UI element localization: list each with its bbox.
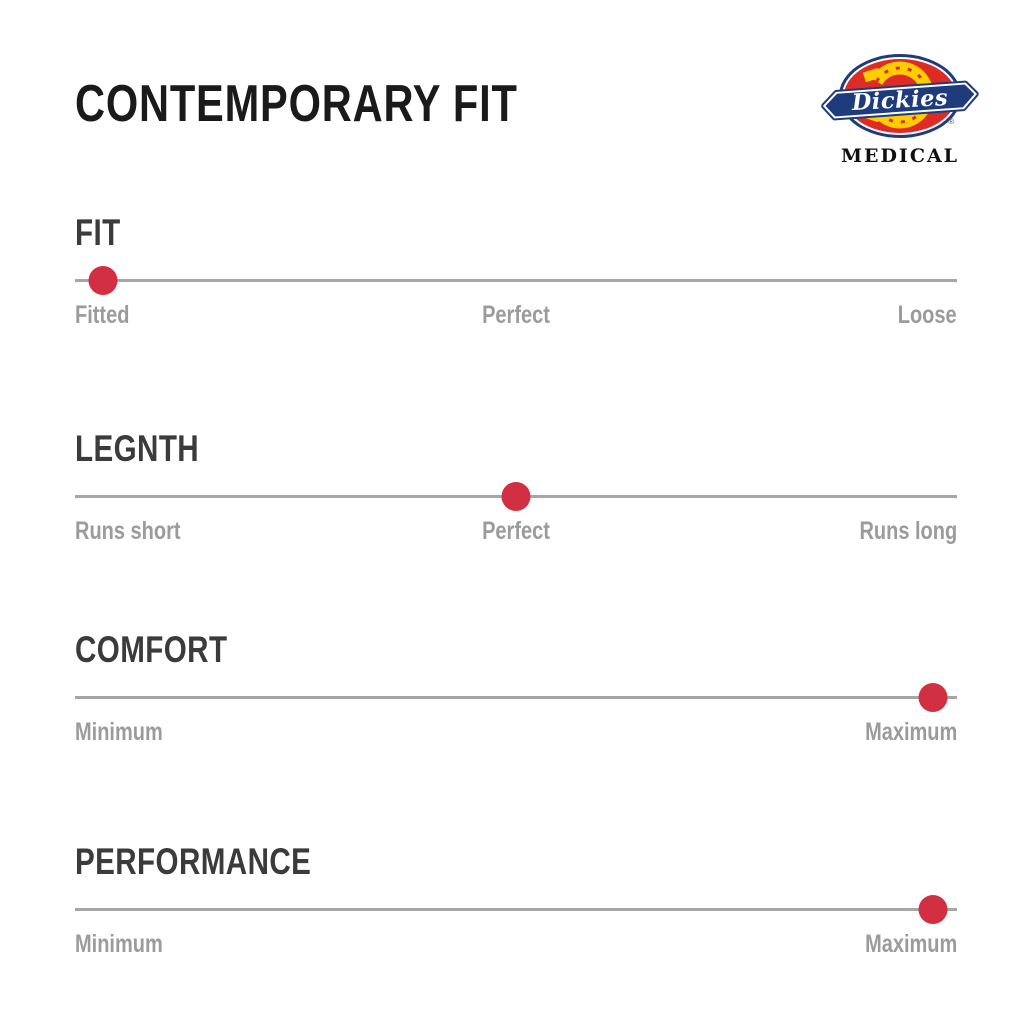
scale-track — [75, 482, 957, 512]
brand-block — [824, 52, 976, 167]
scale-section-performance — [75, 843, 957, 983]
scale-label-center: Perfect — [482, 301, 550, 329]
scale-label-left: Minimum — [75, 718, 163, 746]
scale-heading-text: FIT — [75, 212, 121, 253]
brand-name-text: Dickies — [851, 84, 949, 117]
scale-label-right: Maximum — [864, 930, 957, 958]
scale-heading — [75, 214, 957, 251]
registered-mark-icon: ® — [948, 116, 955, 126]
scale-label-right: Maximum — [864, 718, 957, 746]
scale-track-line — [75, 279, 957, 282]
dickies-logo-icon — [824, 52, 976, 144]
scale-labels — [75, 929, 957, 963]
scale-track — [75, 266, 957, 296]
scale-heading-text: PERFORMANCE — [75, 841, 312, 882]
scale-heading-text: LEGNTH — [75, 428, 200, 469]
scale-section-length — [75, 430, 957, 570]
scale-label-right: Runs long — [859, 517, 957, 545]
brand-division-label: MEDICAL — [840, 145, 960, 167]
scale-labels — [75, 300, 957, 334]
scale-section-fit — [75, 214, 957, 354]
scale-track-line — [75, 908, 957, 911]
scale-label-left: Minimum — [75, 930, 163, 958]
scale-track — [75, 895, 957, 925]
scale-marker-dot — [502, 482, 531, 511]
scale-track — [75, 683, 957, 713]
page-title — [75, 75, 628, 133]
scale-label-left: Fitted — [75, 301, 130, 329]
scale-label-left: Runs short — [75, 517, 181, 545]
scale-heading — [75, 631, 957, 668]
scale-labels — [75, 717, 957, 751]
scale-heading — [75, 430, 957, 467]
scale-label-center: Perfect — [482, 517, 550, 545]
scale-marker-dot — [919, 683, 948, 712]
scale-heading — [75, 843, 957, 880]
scale-label-right: Loose — [898, 301, 957, 329]
page-title-text: CONTEMPORARY FIT — [75, 75, 518, 133]
scale-track-line — [75, 696, 957, 699]
scale-marker-dot — [89, 266, 118, 295]
scale-heading-text: COMFORT — [75, 629, 228, 670]
scale-section-comfort — [75, 631, 957, 771]
scale-marker-dot — [919, 895, 948, 924]
scale-labels — [75, 516, 957, 550]
